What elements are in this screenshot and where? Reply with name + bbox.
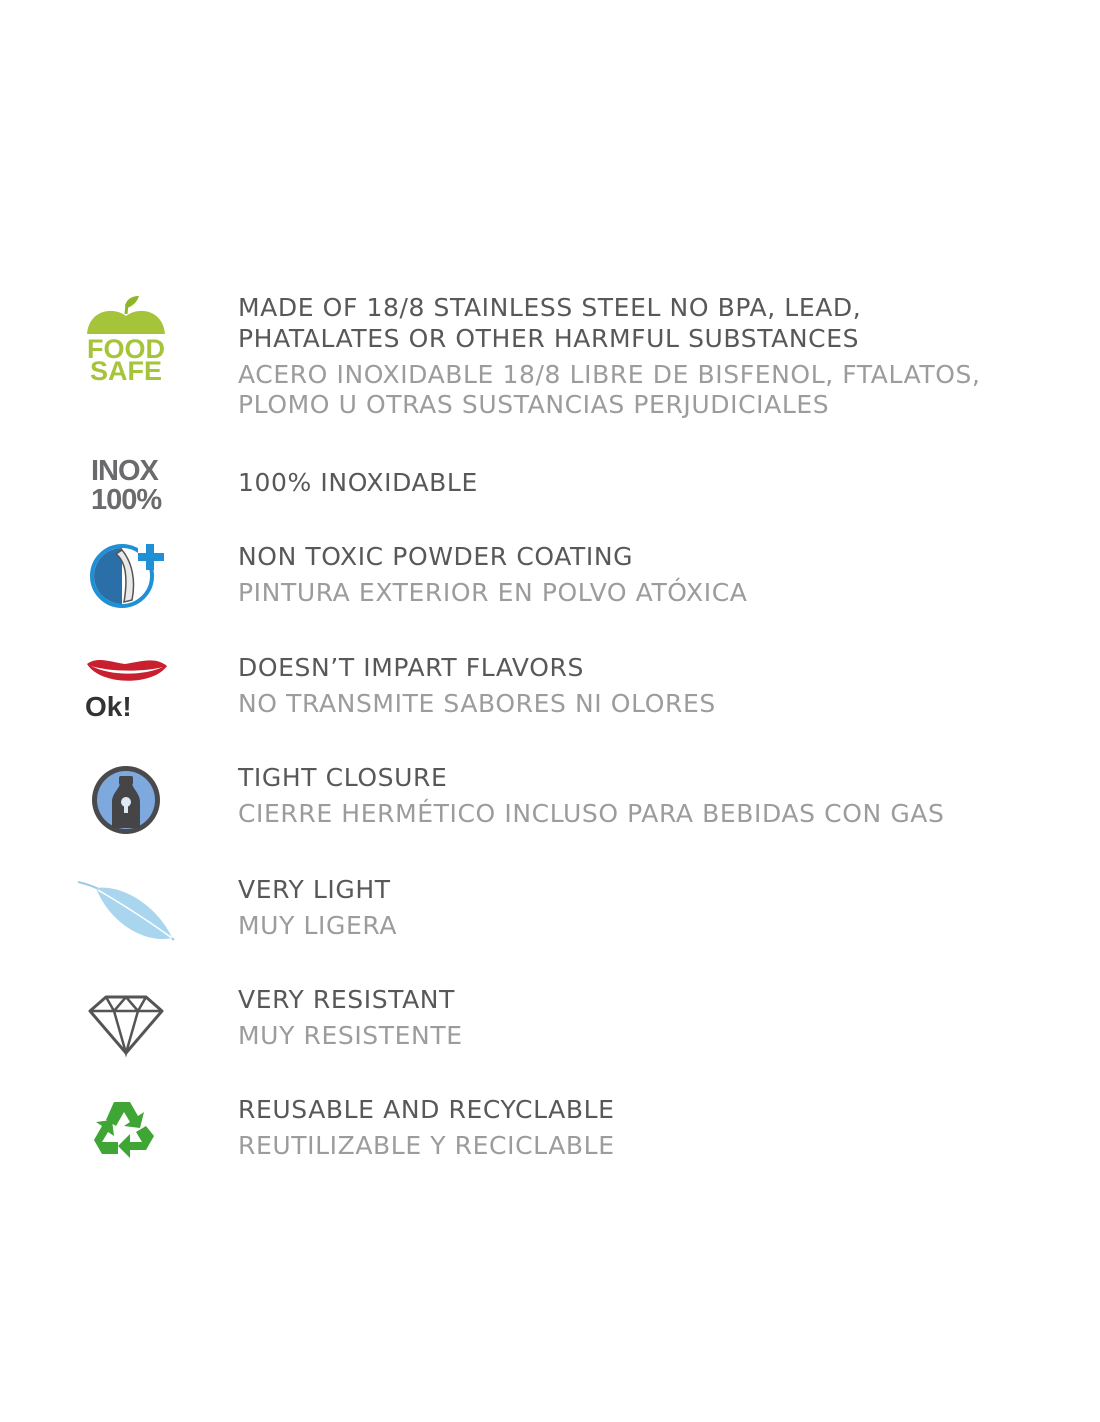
english-line: VERY LIGHT bbox=[238, 875, 391, 904]
lips-ok-icon bbox=[76, 652, 176, 722]
spanish-line: PLOMO U OTRAS SUSTANCIAS PERJUDICIALES bbox=[238, 390, 830, 419]
feature-very-light bbox=[0, 874, 1100, 950]
english-line: REUSABLE AND RECYCLABLE bbox=[238, 1095, 615, 1124]
food-safe-apple-icon bbox=[76, 294, 176, 384]
spanish-line: CIERRE HERMÉTICO INCLUSO PARA BEBIDAS CON GAS bbox=[238, 799, 945, 828]
spanish-line: PINTURA EXTERIOR EN POLVO ATÓXICA bbox=[238, 578, 748, 607]
english-line: MADE OF 18/8 STAINLESS STEEL NO BPA, LEAD, bbox=[238, 293, 862, 322]
feature-very-resistant bbox=[0, 984, 1100, 1060]
english-line: TIGHT CLOSURE bbox=[238, 763, 448, 792]
feature-text bbox=[238, 541, 1078, 608]
inox-text: INOX bbox=[91, 455, 158, 487]
english-line: 100% INOXIDABLE bbox=[238, 468, 478, 497]
feature-non-toxic bbox=[0, 538, 1100, 612]
feature-text bbox=[238, 1094, 1078, 1161]
spanish-line: MUY LIGERA bbox=[238, 911, 398, 940]
feature-text bbox=[238, 984, 1078, 1051]
lock-bottle-icon bbox=[76, 762, 176, 838]
ok-text: Ok! bbox=[85, 691, 132, 722]
feature-text bbox=[238, 292, 1078, 420]
feature-text bbox=[238, 467, 1078, 498]
english-line: PHATALATES OR OTHER HARMFUL SUBSTANCES bbox=[238, 324, 860, 353]
food-safe-line-2: SAFE bbox=[89, 356, 163, 386]
recycle-icon bbox=[76, 1094, 176, 1170]
english-line: DOESN’T IMPART FLAVORS bbox=[238, 653, 584, 682]
diamond-icon bbox=[76, 984, 176, 1060]
feature-text bbox=[238, 762, 1078, 829]
spanish-line: NO TRANSMITE SABORES NI OLORES bbox=[238, 689, 716, 718]
feature-inox bbox=[0, 452, 1100, 514]
inox-percent-text: 100% bbox=[91, 484, 162, 516]
non-toxic-coating-icon bbox=[76, 538, 176, 612]
inox-100-icon bbox=[76, 452, 176, 514]
food-safe-line-1: FOOD bbox=[87, 334, 165, 364]
english-line: NON TOXIC POWDER COATING bbox=[238, 542, 634, 571]
spanish-line: ACERO INOXIDABLE 18/8 LIBRE DE BISFENOL, FTALATOS, bbox=[238, 360, 981, 389]
feather-icon bbox=[76, 874, 176, 950]
spanish-line: REUTILIZABLE Y RECICLABLE bbox=[238, 1131, 615, 1160]
english-line: VERY RESISTANT bbox=[238, 985, 455, 1014]
feature-recyclable bbox=[0, 1094, 1100, 1170]
spanish-line: MUY RESISTENTE bbox=[238, 1021, 463, 1050]
feature-text bbox=[238, 652, 1078, 719]
feature-text bbox=[238, 874, 1078, 941]
feature-flavors bbox=[0, 652, 1100, 722]
feature-tight-closure bbox=[0, 762, 1100, 838]
feature-food-safe bbox=[0, 292, 1100, 422]
